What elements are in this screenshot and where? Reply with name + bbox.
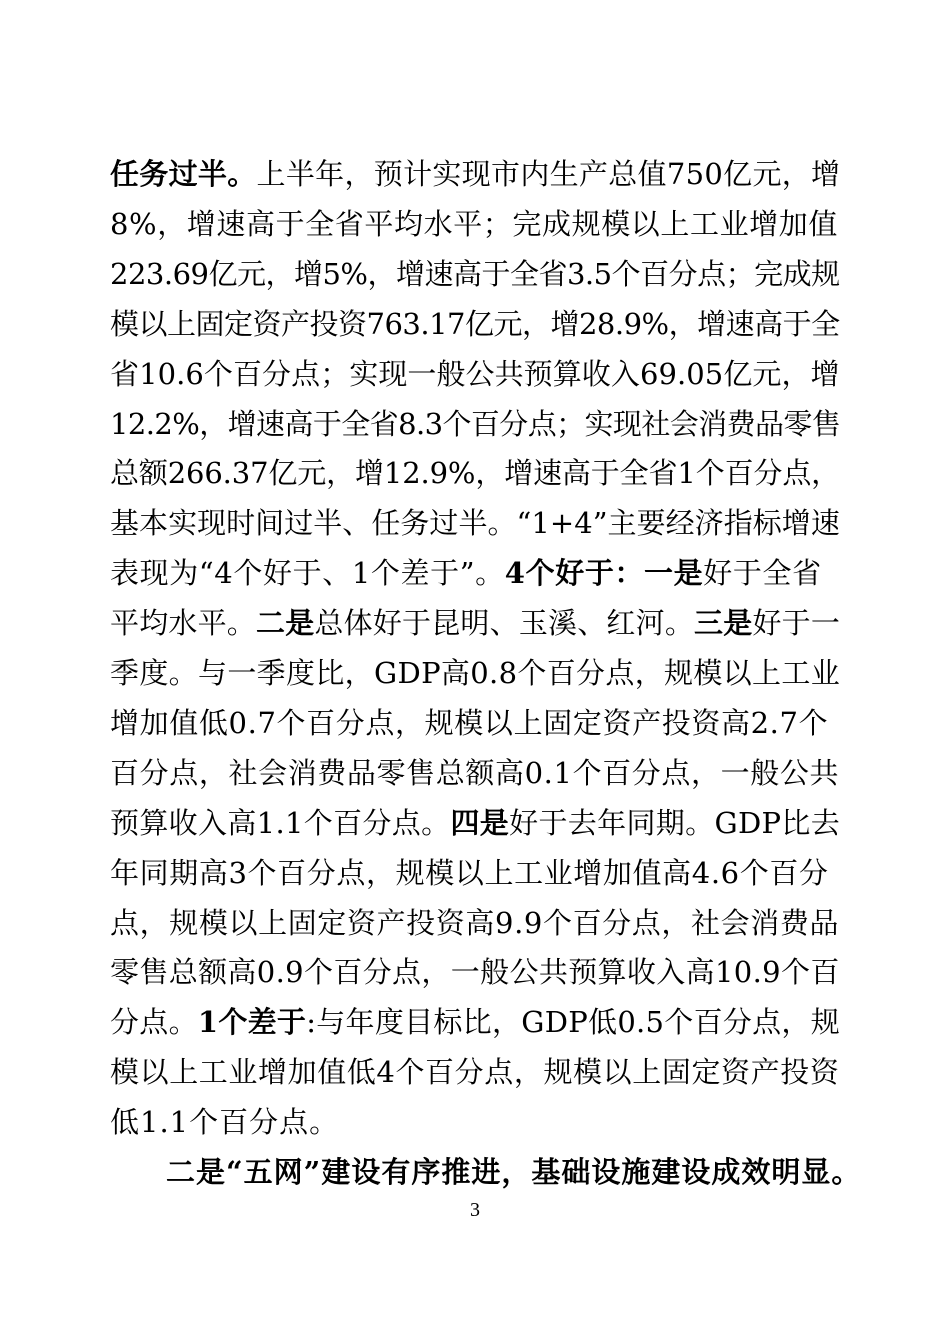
text-run: 8%，增速高于全省平均水平；完成规模以上工业增加值 xyxy=(110,207,839,241)
text-line xyxy=(110,200,850,248)
text-line xyxy=(110,350,850,398)
bold-text-run: 四是 xyxy=(450,806,510,840)
text-line xyxy=(110,250,850,298)
text-line xyxy=(110,1098,850,1146)
bold-text-run: 三是 xyxy=(694,606,753,640)
section-heading: 二是“五网”建设有序推进，基础设施建设成效明显。 xyxy=(166,1155,862,1189)
bold-text-run: 4个好于：一是 xyxy=(504,556,704,590)
text-line xyxy=(110,799,850,847)
text-run: 低1.1个百分点。 xyxy=(110,1105,340,1139)
text-run: 基本实现时间过半、任务过半。“1+4”主要经济指标增速 xyxy=(110,506,840,540)
text-run: 表现为“4个好于、1个差于”。 xyxy=(110,556,505,590)
bold-text-run: 1个差于 xyxy=(197,1005,307,1039)
text-line xyxy=(110,998,850,1046)
text-line xyxy=(110,699,850,747)
text-run: 分点。 xyxy=(110,1005,198,1039)
text-run: 好于去年同期。GDP比去 xyxy=(509,806,841,840)
text-line xyxy=(110,649,850,697)
text-run: 总额266.37亿元，增12.9%，增速高于全省1个百分点， xyxy=(110,456,841,490)
text-line xyxy=(110,499,850,547)
page-number: 3 xyxy=(470,1199,480,1221)
text-run: 模以上工业增加值低4个百分点，规模以上固定资产投资 xyxy=(110,1055,840,1089)
text-line xyxy=(110,400,850,448)
text-run: 223.69亿元，增5%，增速高于全省3.5个百分点；完成规 xyxy=(110,257,840,291)
text-run: 季度。与一季度比，GDP高0.8个百分点，规模以上工业 xyxy=(110,656,841,690)
text-line xyxy=(110,899,850,947)
text-line xyxy=(110,150,850,198)
text-line xyxy=(110,1048,850,1096)
text-run: 增加值低0.7个百分点，规模以上固定资产投资高2.7个 xyxy=(110,706,829,740)
bold-text-run: 二是 xyxy=(256,606,315,640)
text-run: 模以上固定资产投资763.17亿元，增28.9%，增速高于全 xyxy=(110,307,840,341)
text-line xyxy=(110,300,850,348)
text-line xyxy=(110,449,850,497)
text-run: 年同期高3个百分点，规模以上工业增加值高4.6个百分 xyxy=(110,856,829,890)
text-run: 好于一 xyxy=(752,606,841,640)
text-run: 预算收入高1.1个百分点。 xyxy=(110,806,451,840)
text-line xyxy=(110,549,850,597)
text-run: 12.2%，增速高于全省8.3个百分点；实现社会消费品零售 xyxy=(110,407,841,441)
text-line xyxy=(110,749,850,797)
text-run: 百分点，社会消费品零售总额高0.1个百分点，一般公共 xyxy=(110,756,840,790)
text-run: 零售总额高0.9个百分点，一般公共预算收入高10.9个百 xyxy=(110,955,840,989)
text-line xyxy=(110,849,850,897)
text-run: 平均水平。 xyxy=(110,606,257,640)
text-line xyxy=(110,599,850,647)
text-run: 点，规模以上固定资产投资高9.9个百分点，社会消费品 xyxy=(110,906,840,940)
text-run: 上半年，预计实现市内生产总值750亿元，增 xyxy=(256,157,841,191)
text-line xyxy=(110,948,850,996)
bold-text-run: 任务过半。 xyxy=(110,157,257,191)
text-run: 总体好于昆明、玉溪、红河。 xyxy=(314,606,695,640)
text-run: 省10.6个百分点；实现一般公共预算收入69.05亿元，增 xyxy=(110,357,840,391)
text-run: :与年度目标比，GDP低0.5个百分点，规 xyxy=(306,1005,841,1039)
text-run: 好于全省 xyxy=(703,556,822,590)
